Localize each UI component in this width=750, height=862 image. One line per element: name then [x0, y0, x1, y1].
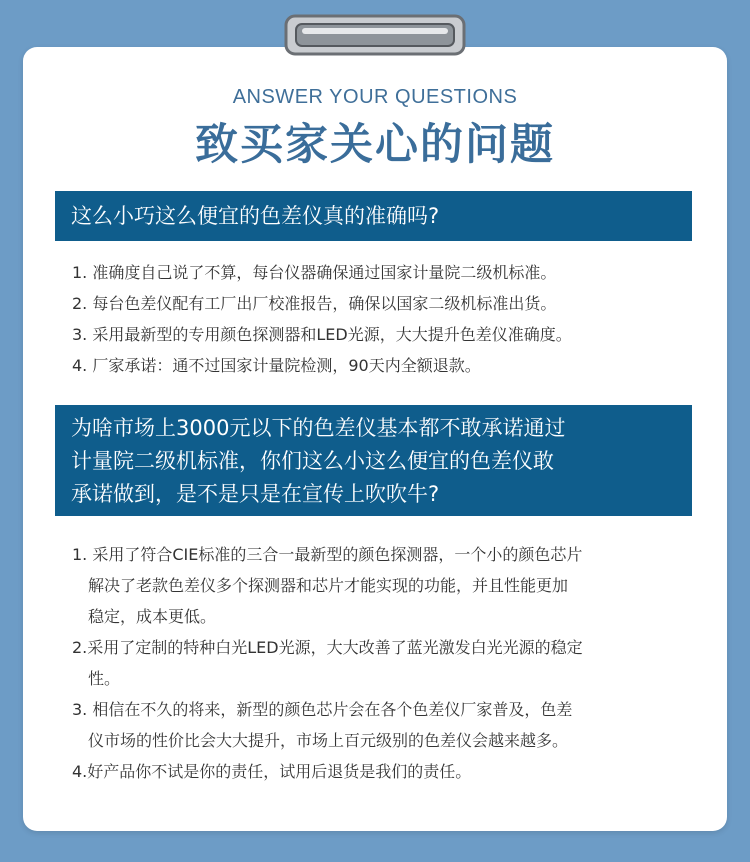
answer-line: 性。	[88, 669, 121, 688]
question-line: 为啥市场上3000元以下的色差仪基本都不敢承诺通过	[71, 416, 566, 440]
answer-item: 2. 每台色差仪配有工厂出厂校准报告，确保以国家二级机标准出货。	[72, 294, 557, 313]
answer-item: 4. 厂家承诺：通不过国家计量院检测，90天内全额退款。	[72, 356, 481, 375]
question-banner-2	[55, 405, 692, 516]
answer-list-2	[72, 541, 692, 789]
page-title: 致买家关心的问题	[195, 120, 555, 170]
eyebrow-subtitle: ANSWER YOUR QUESTIONS	[232, 86, 518, 108]
answer-line: 4.好产品你不试是你的责任，试用后退货是我们的责任。	[72, 762, 472, 781]
answer-line: 2.采用了定制的特种白光LED光源，大大改善了蓝光激发白光光源的稳定	[72, 638, 583, 657]
question-line: 承诺做到，是不是只是在宣传上吹吹牛?	[71, 482, 440, 506]
answer-item: 3. 采用最新型的专用颜色探测器和LED光源，大大提升色差仪准确度。	[72, 325, 572, 344]
answer-line: 仪市场的性价比会大大提升，市场上百元级别的色差仪会越来越多。	[88, 731, 569, 750]
question-banner-1: 这么小巧这么便宜的色差仪真的准确吗?	[55, 191, 692, 241]
answer-line: 稳定，成本更低。	[88, 607, 217, 626]
question-line: 计量院二级机标准，你们这么小这么便宜的色差仪敢	[71, 449, 554, 473]
clipboard-clip-icon	[284, 14, 466, 56]
answer-line: 1. 采用了符合CIE标准的三合一最新型的颜色探测器，一个小的颜色芯片	[72, 545, 583, 564]
answer-line: 3. 相信在不久的将来，新型的颜色芯片会在各个色差仪厂家普及，色差	[72, 700, 573, 719]
answer-item: 1. 准确度自己说了不算，每台仪器确保通过国家计量院二级机标准。	[72, 263, 557, 282]
answer-list-1	[72, 259, 692, 383]
answer-line: 解决了老款色差仪多个探测器和芯片才能实现的功能，并且性能更加	[88, 576, 569, 595]
